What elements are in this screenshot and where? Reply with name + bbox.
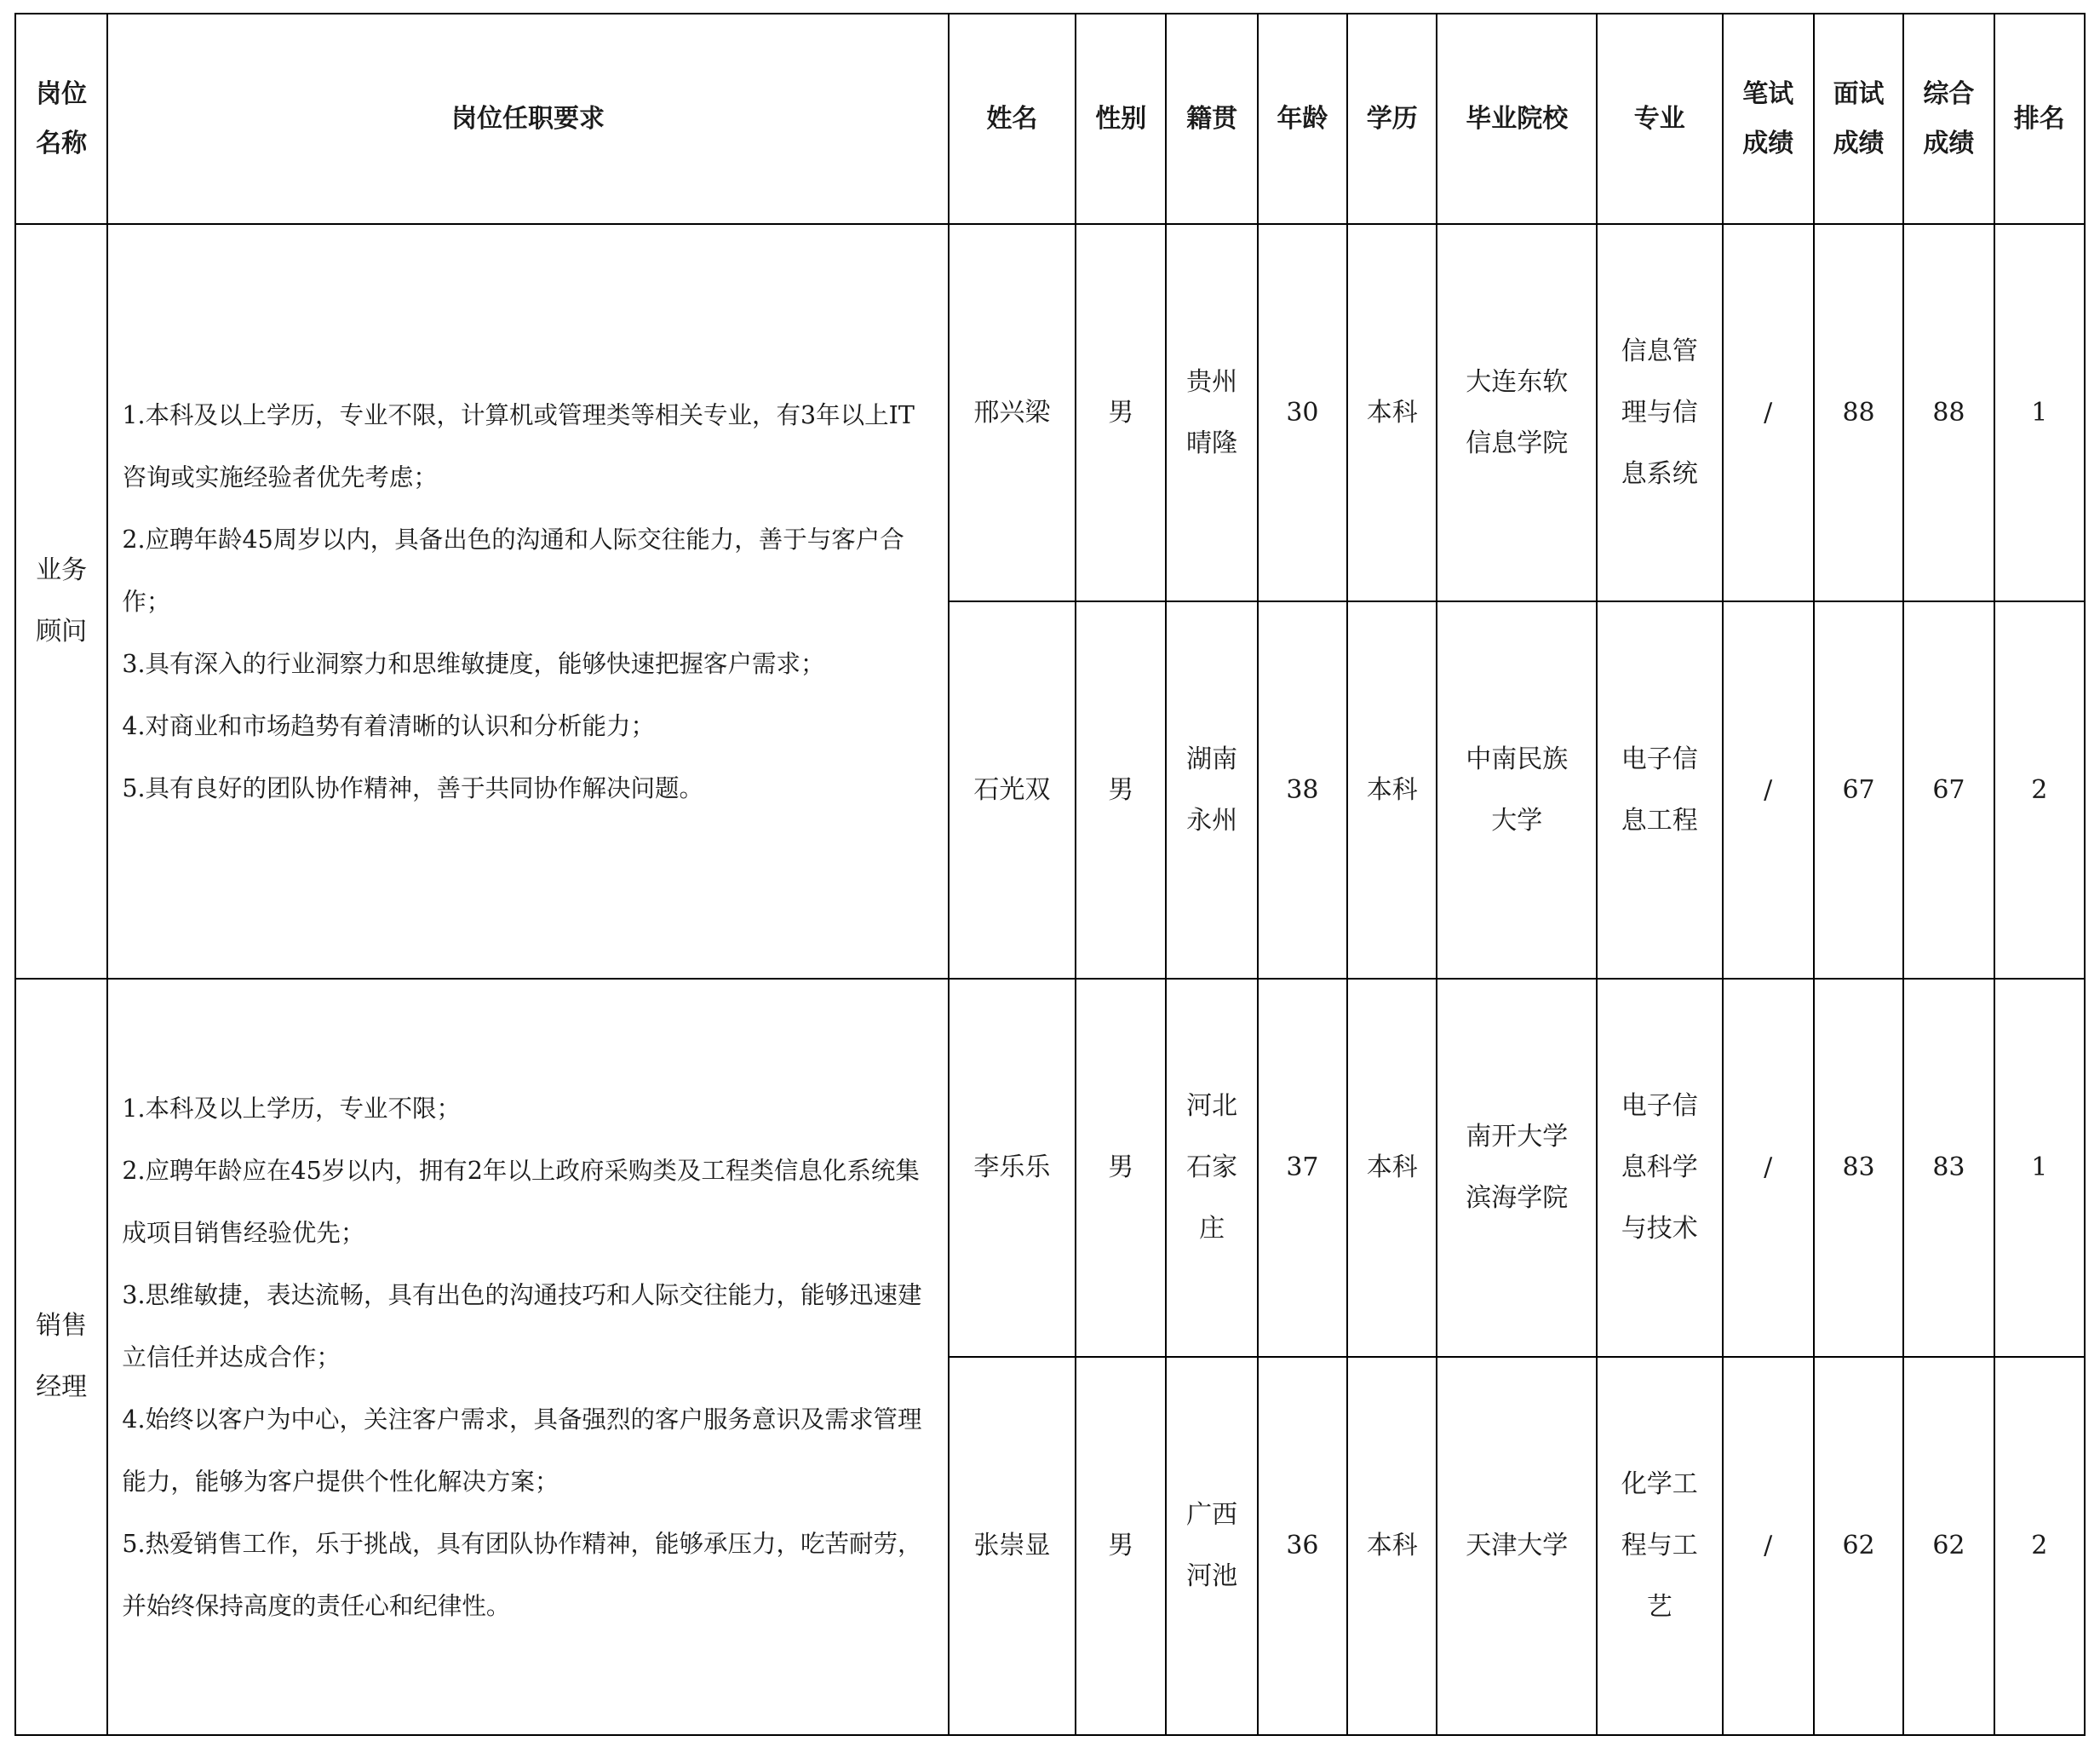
candidate-gender: 男: [1076, 979, 1166, 1357]
candidate-written-score: /: [1723, 224, 1814, 601]
candidate-major: 电子信 息科学 与技术: [1597, 979, 1722, 1357]
candidate-rank: 2: [1994, 601, 2085, 979]
candidate-written-score: /: [1723, 979, 1814, 1357]
candidate-interview-score: 83: [1814, 979, 1903, 1357]
header-major: 专业: [1597, 14, 1722, 224]
candidate-name: 邢兴梁: [949, 224, 1076, 601]
candidate-written-score: /: [1723, 601, 1814, 979]
candidate-rank: 2: [1994, 1357, 2085, 1735]
candidate-age: 30: [1258, 224, 1347, 601]
requirement-item: 5.热爱销售工作，乐于挑战，具有团队协作精神，能够承压力，吃苦耐劳，并始终保持高度的责任心和纪律性。: [122, 1529, 922, 1620]
header-name: 姓名: [949, 14, 1076, 224]
table-row: [15, 224, 2085, 601]
header-interview-score: 面试 成绩: [1814, 14, 1903, 224]
candidate-age: 36: [1258, 1357, 1347, 1735]
requirement-item: 1.本科及以上学历，专业不限，计算机或管理类等相关专业，有3年以上IT咨询或实施经验者优先考虑；: [122, 400, 915, 491]
candidate-rank: 1: [1994, 979, 2085, 1357]
candidate-gender: 男: [1076, 224, 1166, 601]
header-gender: 性别: [1076, 14, 1166, 224]
requirement-item: 3.思维敏捷，表达流畅，具有出色的沟通技巧和人际交往能力，能够迅速建立信任并达成合作；: [122, 1280, 922, 1371]
header-rank: 排名: [1994, 14, 2085, 224]
candidate-total-score: 88: [1903, 224, 1994, 601]
candidate-total-score: 62: [1903, 1357, 1994, 1735]
requirement-item: 4.始终以客户为中心，关注客户需求，具备强烈的客户服务意识及需求管理能力，能够为客户提供个性化解决方案；: [122, 1405, 922, 1496]
requirements-cell: [107, 224, 948, 979]
candidate-interview-score: 88: [1814, 224, 1903, 601]
header-school: 毕业院校: [1437, 14, 1597, 224]
candidate-major: 信息管 理与信 息系统: [1597, 224, 1722, 601]
recruitment-results-table: [14, 13, 2086, 1736]
candidate-age: 37: [1258, 979, 1347, 1357]
candidate-education: 本科: [1347, 224, 1437, 601]
header-total-score: 综合 成绩: [1903, 14, 1994, 224]
header-position-name: 岗位 名称: [15, 14, 107, 224]
requirement-item: 2.应聘年龄应在45岁以内，拥有2年以上政府采购类及工程类信息化系统集成项目销售经验优先；: [122, 1156, 920, 1247]
position-name-cell: 销售 经理: [15, 979, 107, 1735]
candidate-major: 电子信 息工程: [1597, 601, 1722, 979]
candidate-rank: 1: [1994, 224, 2085, 601]
header-education: 学历: [1347, 14, 1437, 224]
requirement-item: 3.具有深入的行业洞察力和思维敏捷度，能够快速把握客户需求；: [122, 649, 825, 678]
position-name-cell: 业务 顾问: [15, 224, 107, 979]
candidate-school: 天津大学: [1437, 1357, 1597, 1735]
header-age: 年龄: [1258, 14, 1347, 224]
candidate-gender: 男: [1076, 1357, 1166, 1735]
candidate-origin: 河北 石家 庄: [1166, 979, 1257, 1357]
candidate-education: 本科: [1347, 601, 1437, 979]
requirement-item: 5.具有良好的团队协作精神，善于共同协作解决问题。: [122, 773, 704, 802]
candidate-school: 中南民族 大学: [1437, 601, 1597, 979]
candidate-interview-score: 67: [1814, 601, 1903, 979]
header-origin: 籍贯: [1166, 14, 1257, 224]
header-requirements: 岗位任职要求: [107, 14, 948, 224]
candidate-name: 李乐乐: [949, 979, 1076, 1357]
requirement-item: 4.对商业和市场趋势有着清晰的认识和分析能力；: [122, 711, 656, 740]
candidate-origin: 湖南 永州: [1166, 601, 1257, 979]
header-row: [15, 14, 2085, 224]
requirement-item: 1.本科及以上学历，专业不限；: [122, 1094, 462, 1123]
candidate-total-score: 83: [1903, 979, 1994, 1357]
candidate-origin: 贵州 晴隆: [1166, 224, 1257, 601]
table-row: [15, 979, 2085, 1357]
candidate-education: 本科: [1347, 979, 1437, 1357]
candidate-gender: 男: [1076, 601, 1166, 979]
candidate-school: 大连东软 信息学院: [1437, 224, 1597, 601]
candidate-age: 38: [1258, 601, 1347, 979]
candidate-total-score: 67: [1903, 601, 1994, 979]
candidate-education: 本科: [1347, 1357, 1437, 1735]
candidate-interview-score: 62: [1814, 1357, 1903, 1735]
requirement-item: 2.应聘年龄45周岁以内，具备出色的沟通和人际交往能力，善于与客户合作；: [122, 525, 904, 616]
candidate-written-score: /: [1723, 1357, 1814, 1735]
requirements-cell: [107, 979, 948, 1735]
candidate-major: 化学工 程与工 艺: [1597, 1357, 1722, 1735]
candidate-school: 南开大学 滨海学院: [1437, 979, 1597, 1357]
candidate-name: 张崇显: [949, 1357, 1076, 1735]
header-written-score: 笔试 成绩: [1723, 14, 1814, 224]
candidate-origin: 广西 河池: [1166, 1357, 1257, 1735]
candidate-name: 石光双: [949, 601, 1076, 979]
